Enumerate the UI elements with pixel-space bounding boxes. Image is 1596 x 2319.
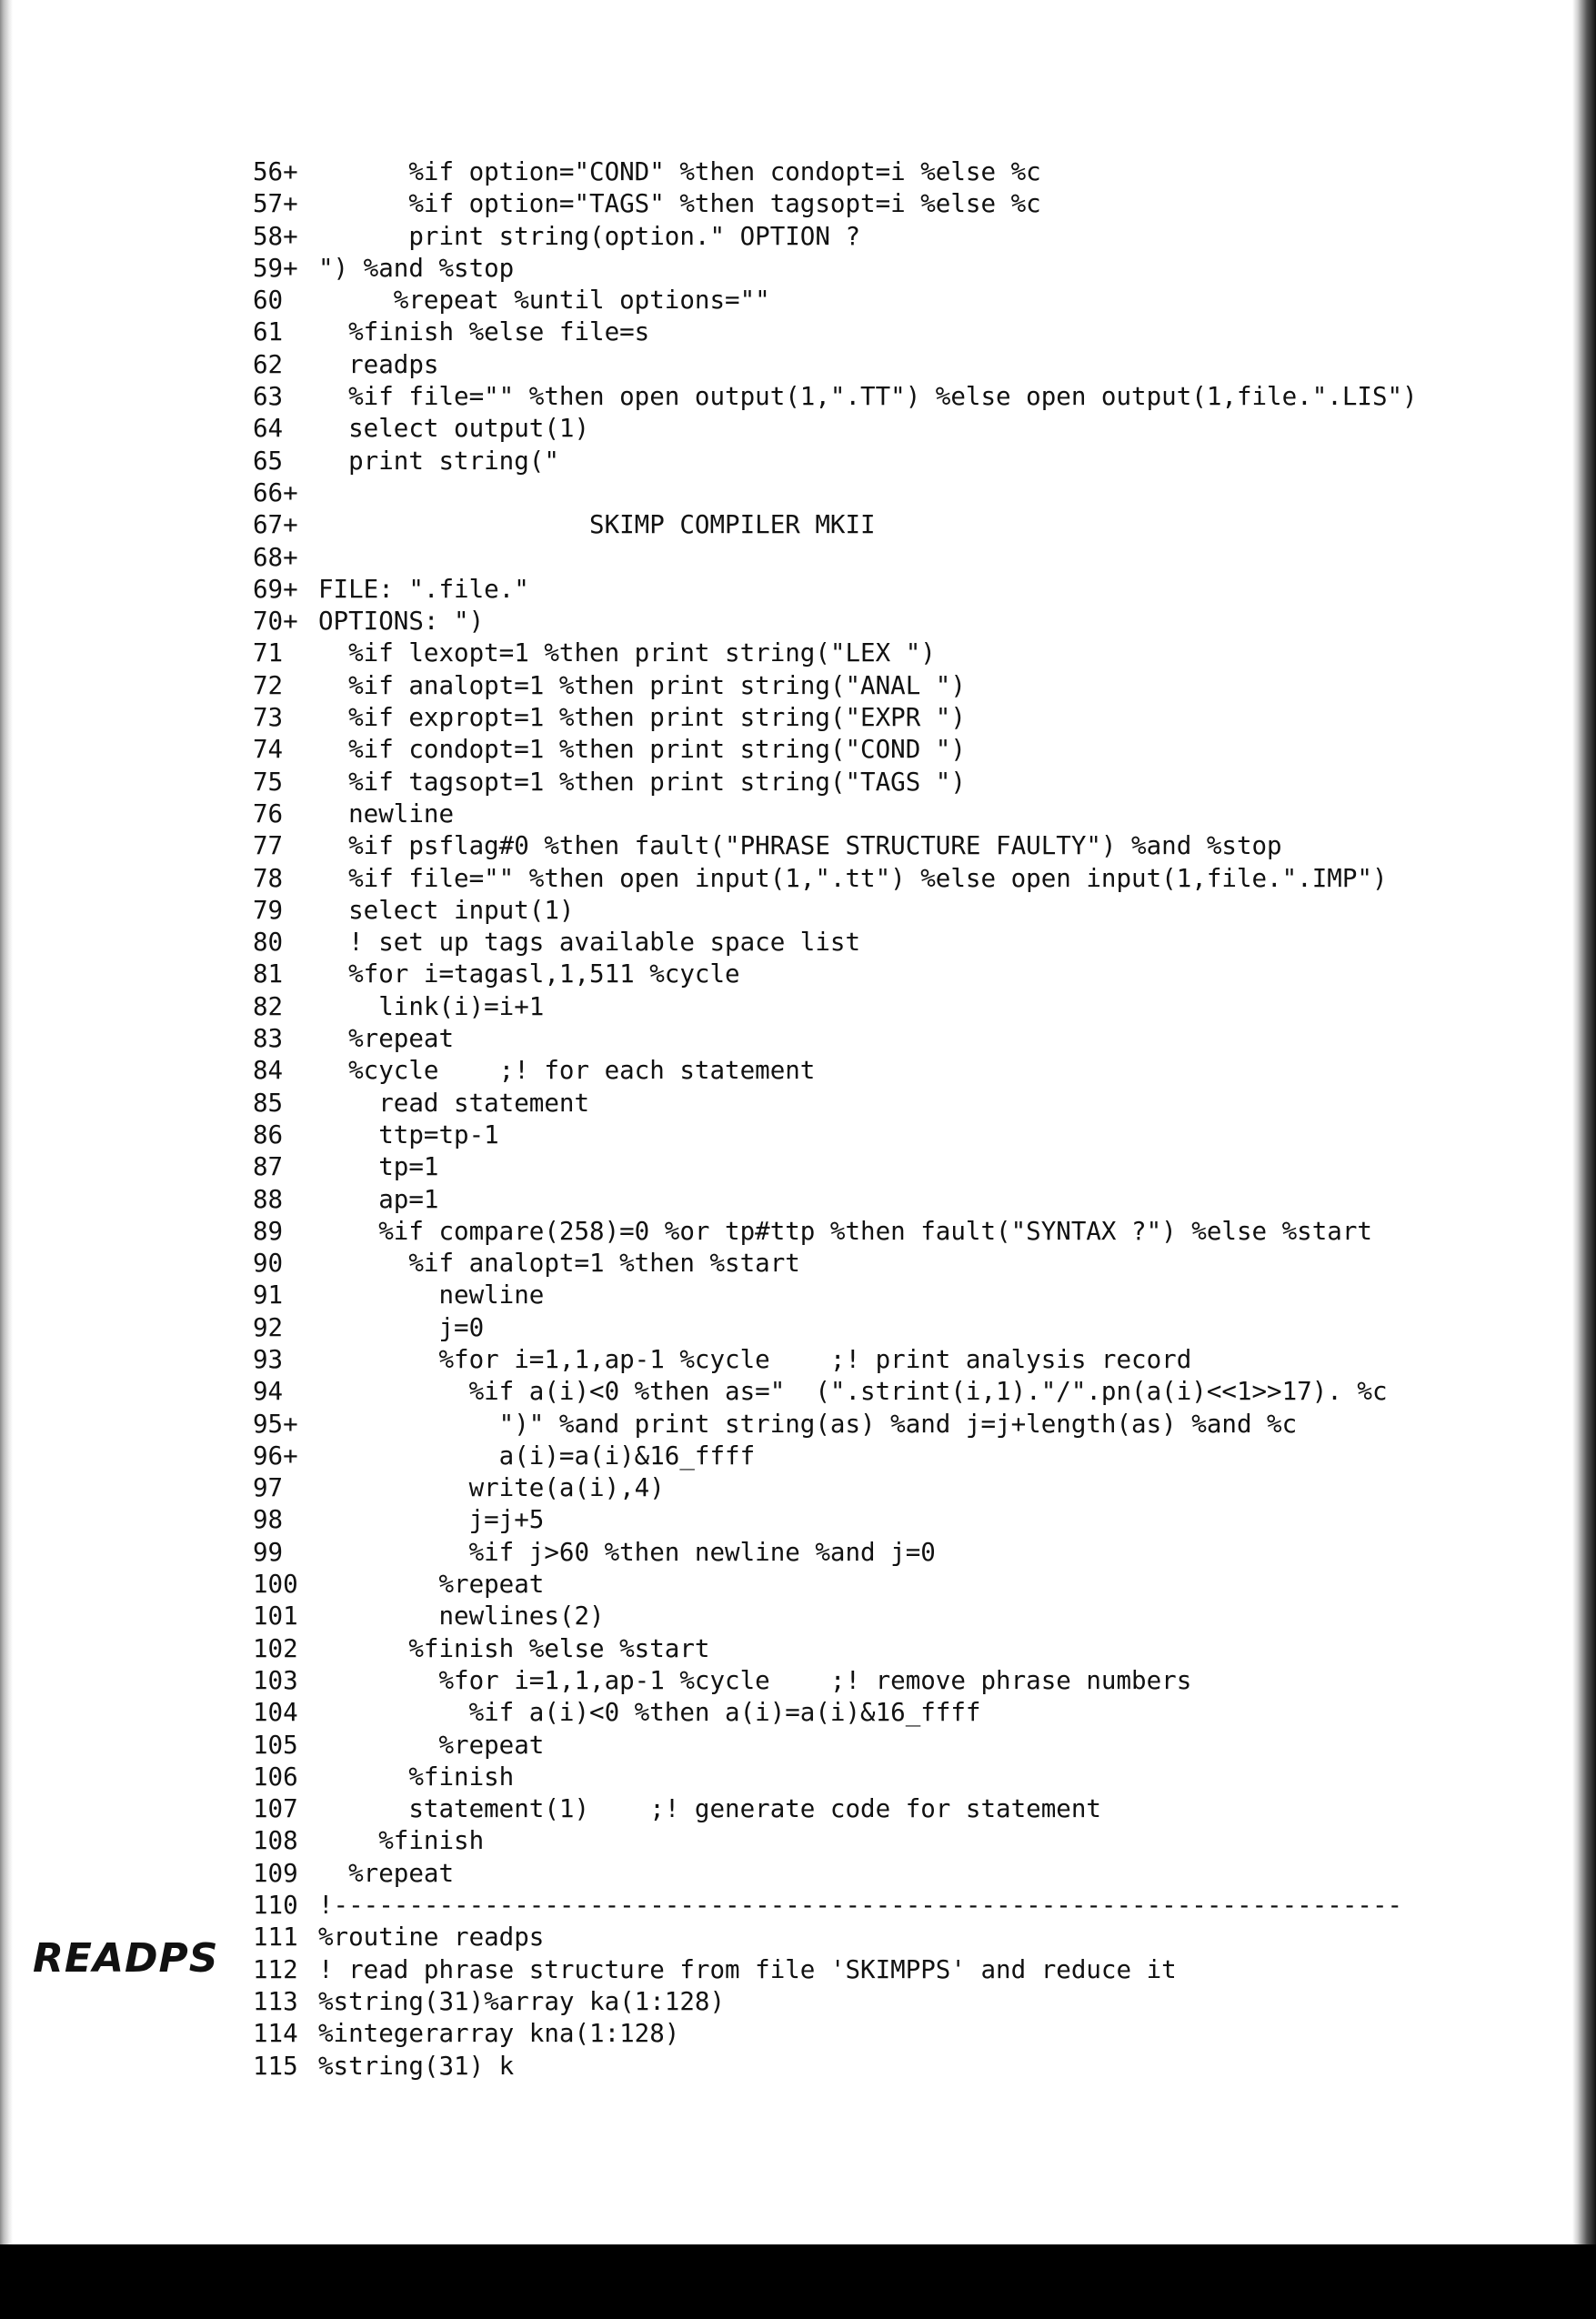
page-right-edge-shadow (1572, 0, 1596, 2246)
code-text: ") %and %stop (318, 253, 515, 283)
code-text: %if option="COND" %then condopt=i %else %c (318, 157, 1041, 186)
code-line (253, 381, 1544, 413)
line-number: 56+ (253, 157, 298, 186)
line-number: 86 (253, 1119, 284, 1149)
code-text: j=j+5 (318, 1505, 545, 1535)
line-number: 63 (253, 382, 284, 412)
code-line (253, 1890, 1544, 1922)
line-number: 104 (253, 1698, 298, 1728)
code-text: %if condopt=1 %then print string("COND ") (318, 735, 966, 765)
code-text: %routine readps (318, 1922, 545, 1953)
code-line (253, 316, 1544, 348)
code-text: %for i=1,1,ap-1 %cycle ;! print analysis record (318, 1344, 1192, 1374)
code-text: %if file="" %then open input(1,".tt") %else open input(1,file.".IMP") (318, 863, 1388, 893)
code-text: SKIMP COMPILER MKII (318, 510, 876, 540)
line-number: 60 (253, 286, 284, 316)
code-text: j=0 (318, 1312, 485, 1342)
line-number: 107 (253, 1794, 298, 1824)
line-number: 97 (253, 1473, 284, 1503)
line-number: 89 (253, 1216, 284, 1246)
code-text: %if compare(258)=0 %or tp#ttp %then fault("SYNTAX ?") %else %start (318, 1216, 1372, 1246)
line-number: 67+ (253, 510, 298, 540)
code-text: tp=1 (318, 1152, 439, 1182)
code-text: %string(31)%array ka(1:128) (318, 1986, 726, 2016)
code-line (253, 156, 1544, 188)
line-number: 96+ (253, 1441, 298, 1471)
code-text: %if analopt=1 %then %start (318, 1249, 800, 1279)
code-text: newline (318, 1280, 545, 1310)
line-number: 109 (253, 1858, 298, 1888)
line-number: 74 (253, 735, 284, 765)
code-text: %repeat (318, 1570, 545, 1600)
code-line (253, 1119, 1544, 1151)
code-line (253, 1825, 1544, 1857)
code-line (253, 1697, 1544, 1729)
line-number: 72 (253, 670, 284, 700)
code-text: select input(1) (318, 895, 575, 925)
line-number: 114 (253, 2019, 298, 2049)
code-line (253, 1537, 1544, 1569)
code-line (253, 221, 1544, 253)
line-number: 81 (253, 959, 284, 989)
line-number: 100 (253, 1570, 298, 1600)
line-number: 62 (253, 349, 284, 379)
code-line (253, 895, 1544, 927)
code-text: write(a(i),4) (318, 1473, 665, 1503)
code-text: ttp=tp-1 (318, 1119, 499, 1149)
code-line (253, 1088, 1544, 1119)
line-number: 61 (253, 317, 284, 347)
code-line (253, 1601, 1544, 1632)
code-text: %if analopt=1 %then print string("ANAL ") (318, 670, 966, 700)
code-line (253, 734, 1544, 766)
code-listing (253, 156, 1544, 2083)
code-text: ap=1 (318, 1184, 439, 1214)
code-text: %if lexopt=1 %then print string("LEX ") (318, 638, 936, 668)
code-line (253, 1954, 1544, 1986)
code-text: %finish (318, 1762, 515, 1792)
code-line (253, 1344, 1544, 1376)
line-number: 94 (253, 1377, 284, 1407)
code-line (253, 188, 1544, 220)
line-number: 115 (253, 2051, 298, 2081)
code-line (253, 1055, 1544, 1087)
code-line (253, 1986, 1544, 2018)
code-line (253, 830, 1544, 862)
code-text: link(i)=i+1 (318, 991, 545, 1021)
line-number: 88 (253, 1184, 284, 1214)
line-number: 83 (253, 1024, 284, 1054)
code-line (253, 446, 1544, 477)
code-line (253, 863, 1544, 895)
line-number: 111 (253, 1922, 298, 1953)
line-number: 85 (253, 1088, 284, 1118)
code-line (253, 767, 1544, 798)
code-line (253, 285, 1544, 316)
code-text: %repeat (318, 1024, 455, 1054)
line-number: 113 (253, 1986, 298, 2016)
code-text: %cycle ;! for each statement (318, 1056, 816, 1086)
code-text: %for i=tagasl,1,511 %cycle (318, 959, 740, 989)
code-text: %string(31) k (318, 2051, 515, 2081)
code-line (253, 413, 1544, 445)
code-text: %repeat %until options="" (318, 286, 770, 316)
line-number: 92 (253, 1312, 284, 1342)
line-number: 79 (253, 895, 284, 925)
code-text: %if a(i)<0 %then a(i)=a(i)&16_ffff (318, 1698, 981, 1728)
line-number: 106 (253, 1762, 298, 1792)
code-text: %finish (318, 1826, 485, 1856)
line-number: 58+ (253, 221, 298, 251)
code-text: ! read phrase structure from file 'SKIMPPS' and reduce it (318, 1954, 1177, 1984)
code-text: newline (318, 798, 455, 828)
code-text: select output(1) (318, 414, 590, 444)
line-number: 70+ (253, 607, 298, 637)
scan-bottom-border (0, 2244, 1596, 2319)
line-number: 84 (253, 1056, 284, 1086)
line-number: 105 (253, 1730, 298, 1760)
code-line (253, 1216, 1544, 1248)
code-line (253, 477, 1544, 509)
code-line (253, 1023, 1544, 1055)
code-line (253, 2051, 1544, 2083)
line-number: 65 (253, 446, 284, 476)
code-text: %if option="TAGS" %then tagsopt=i %else %c (318, 189, 1041, 219)
line-number: 76 (253, 798, 284, 828)
code-text: %if a(i)<0 %then as=" (".strint(i,1)."/".pn(a(i)<<1>>17). %c (318, 1377, 1388, 1407)
line-number: 95+ (253, 1409, 298, 1439)
line-number: 77 (253, 831, 284, 861)
code-line (253, 574, 1544, 606)
code-line (253, 1633, 1544, 1665)
page-binding-edge (0, 0, 13, 2246)
line-number: 101 (253, 1601, 298, 1631)
code-line (253, 1184, 1544, 1216)
line-number: 69+ (253, 574, 298, 604)
code-line (253, 349, 1544, 381)
code-text: print string(" (318, 446, 559, 476)
code-line (253, 606, 1544, 637)
code-line (253, 702, 1544, 734)
line-number: 80 (253, 928, 284, 958)
line-number: 57+ (253, 189, 298, 219)
line-number: 98 (253, 1505, 284, 1535)
code-text: readps (318, 349, 439, 379)
code-text: ")" %and print string(as) %and j=j+length(as) %and %c (318, 1409, 1298, 1439)
code-line (253, 1409, 1544, 1441)
code-line (253, 798, 1544, 830)
line-number: 110 (253, 1891, 298, 1921)
line-number: 90 (253, 1249, 284, 1279)
code-text: %integerarray kna(1:128) (318, 2019, 680, 2049)
code-line (253, 1280, 1544, 1311)
handwritten-margin-note: READPS (33, 1935, 219, 1982)
code-line (253, 1151, 1544, 1183)
code-text: %finish %else %start (318, 1633, 710, 1663)
code-line (253, 1472, 1544, 1504)
line-number: 102 (253, 1633, 298, 1663)
code-text: %if expropt=1 %then print string("EXPR ") (318, 703, 966, 733)
code-text: %repeat (318, 1730, 545, 1760)
code-line (253, 253, 1544, 285)
code-line (253, 1248, 1544, 1280)
code-text: ! set up tags available space list (318, 928, 861, 958)
line-number: 93 (253, 1344, 284, 1374)
code-line (253, 1504, 1544, 1536)
code-text: statement(1) ;! generate code for statement (318, 1794, 1101, 1824)
code-line (253, 1312, 1544, 1344)
line-number: 82 (253, 991, 284, 1021)
code-line (253, 1762, 1544, 1793)
line-number: 68+ (253, 542, 298, 572)
code-text: !----------------------------------------------------------------------- (318, 1891, 1403, 1921)
code-line (253, 2018, 1544, 2050)
line-number: 91 (253, 1280, 284, 1310)
code-text: %finish %else file=s (318, 317, 650, 347)
code-text: %if tagsopt=1 %then print string("TAGS ") (318, 767, 966, 797)
code-text: %if j>60 %then newline %and j=0 (318, 1537, 936, 1567)
code-line (253, 1569, 1544, 1601)
line-number: 78 (253, 863, 284, 893)
line-number: 66+ (253, 477, 298, 507)
code-text: newlines(2) (318, 1601, 605, 1631)
code-text: %if file="" %then open output(1,".TT") %else open output(1,file.".LIS") (318, 382, 1418, 412)
code-text: read statement (318, 1088, 590, 1118)
code-text: %if psflag#0 %then fault("PHRASE STRUCTURE FAULTY") %and %stop (318, 831, 1282, 861)
line-number: 75 (253, 767, 284, 797)
code-text: print string(option." OPTION ? (318, 221, 861, 251)
code-line (253, 1922, 1544, 1953)
line-number: 59+ (253, 253, 298, 283)
code-line (253, 959, 1544, 990)
code-line (253, 509, 1544, 541)
code-text: FILE: ".file." (318, 574, 529, 604)
line-number: 64 (253, 414, 284, 444)
code-line (253, 1730, 1544, 1762)
code-line (253, 670, 1544, 702)
code-line (253, 1665, 1544, 1697)
code-line (253, 542, 1544, 574)
code-text: %for i=1,1,ap-1 %cycle ;! remove phrase numbers (318, 1665, 1192, 1695)
code-line (253, 991, 1544, 1023)
code-text: %repeat (318, 1858, 455, 1888)
line-number: 99 (253, 1537, 284, 1567)
code-line (253, 1441, 1544, 1472)
code-line (253, 637, 1544, 669)
line-number: 103 (253, 1665, 298, 1695)
code-text: a(i)=a(i)&16_ffff (318, 1441, 756, 1471)
code-line (253, 1793, 1544, 1825)
line-number: 87 (253, 1152, 284, 1182)
line-number: 112 (253, 1954, 298, 1984)
line-number: 73 (253, 703, 284, 733)
code-line (253, 1376, 1544, 1408)
code-text: OPTIONS: ") (318, 607, 485, 637)
code-line (253, 1858, 1544, 1890)
line-number: 71 (253, 638, 284, 668)
line-number: 108 (253, 1826, 298, 1856)
code-line (253, 927, 1544, 959)
